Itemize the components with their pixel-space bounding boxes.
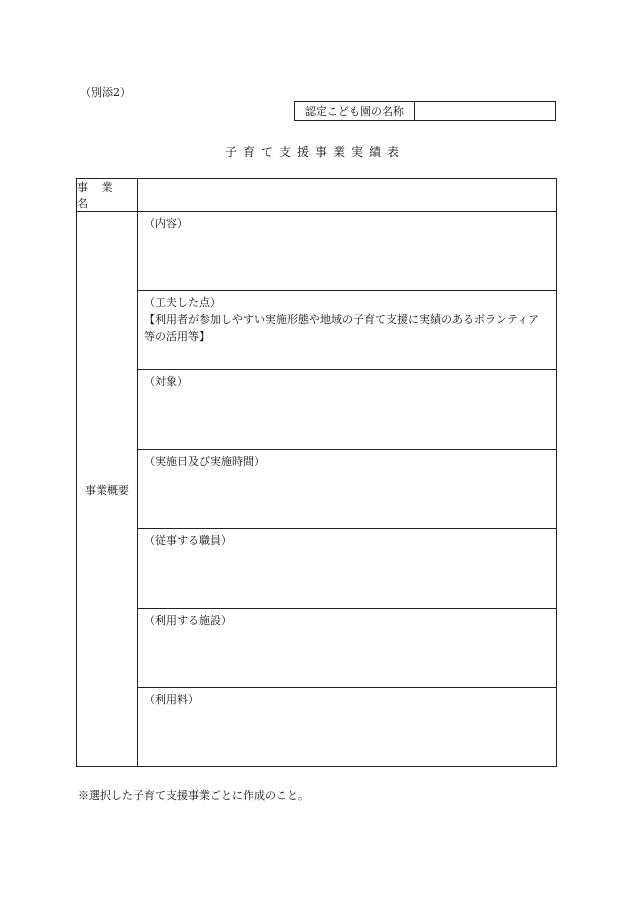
form-title: 子育て支援事業実績表 <box>224 145 405 159</box>
section-heading: （工夫した点） <box>144 296 221 309</box>
section-note: 【利用者が参加しやすい実施形態や地域の子育て支援に実績のあるボランティア等の活用等】 <box>144 313 540 343</box>
section-staff[interactable] <box>138 529 556 609</box>
section-fee[interactable] <box>138 688 556 766</box>
section-heading: （対象） <box>144 375 188 388</box>
overview-label: 事業概要 <box>77 212 138 767</box>
section-facility[interactable] <box>138 609 556 688</box>
report-table <box>76 178 557 767</box>
footnote: ※選択した子育て支援事業ごとに作成のこと。 <box>78 789 309 802</box>
section-schedule[interactable] <box>138 450 556 529</box>
project-name-label: 事 業 名 <box>77 179 138 211</box>
section-innovation[interactable] <box>138 291 556 370</box>
section-heading: （内容） <box>144 217 188 230</box>
section-heading: （利用料） <box>144 693 199 706</box>
section-heading: （従事する職員） <box>144 534 232 547</box>
project-name-row <box>77 179 556 212</box>
section-heading: （実施日及び実施時間） <box>144 455 265 468</box>
section-heading: （利用する施設） <box>144 614 232 627</box>
facility-name-value[interactable] <box>415 102 555 120</box>
section-target[interactable] <box>138 370 556 450</box>
project-name-value[interactable] <box>138 179 556 211</box>
section-content[interactable] <box>138 212 556 291</box>
facility-name-label: 認定こども園の名称 <box>295 102 415 120</box>
attachment-label: （別添2） <box>80 86 131 99</box>
facility-name-box <box>294 101 556 121</box>
